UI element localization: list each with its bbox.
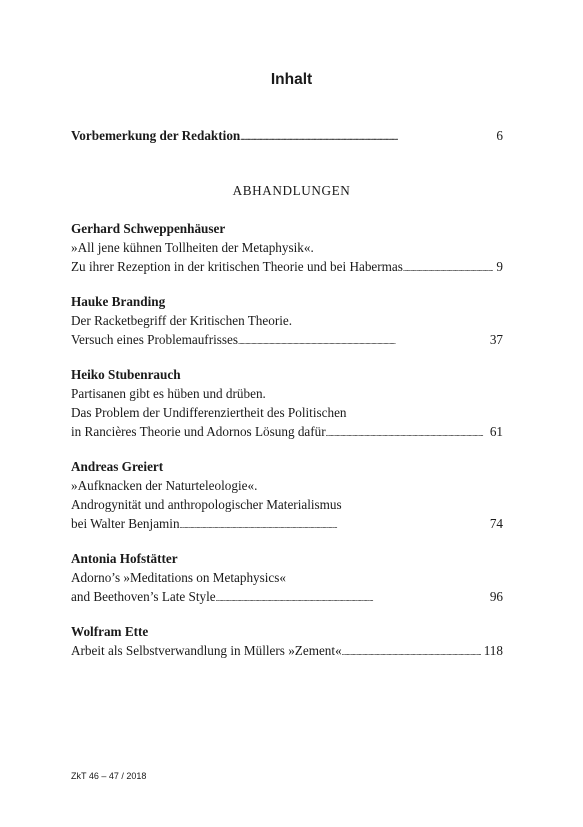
entry-page: 96: [489, 589, 503, 604]
leader-dots: [403, 257, 494, 277]
entry-page: 9: [496, 259, 503, 274]
entry-page: 74: [489, 516, 503, 531]
entry-author: Heiko Stubenrauch: [71, 367, 181, 382]
entry-title-last-line: bei Walter Benjamin: [71, 516, 180, 531]
entry-author: Hauke Branding: [71, 294, 166, 309]
entry-author: Antonia Hofstätter: [71, 551, 178, 566]
toc-entry[interactable]: [71, 641, 503, 661]
entry-page: 37: [489, 332, 503, 347]
entry-author: Andreas Greiert: [71, 459, 164, 474]
preface-page: 6: [496, 128, 503, 143]
entry-title-line: Androgynität und anthropologischer Materialismus: [71, 497, 342, 512]
section-heading: ABHANDLUNGEN: [232, 183, 351, 198]
toc-entry[interactable]: [71, 257, 503, 277]
entry-title-line: Der Racketbegriff der Kritischen Theorie.: [71, 313, 293, 328]
entry-page: 118: [483, 643, 503, 658]
toc-entry[interactable]: [71, 514, 503, 534]
toc-entry[interactable]: [71, 422, 503, 442]
entry-title-last-line: Versuch eines Problemaufrisses: [71, 332, 238, 347]
entry-title-last-line: Arbeit als Selbstverwandlung in Müllers »Zement«: [71, 643, 342, 658]
toc-entry[interactable]: [71, 330, 503, 350]
leader-dots: [342, 641, 481, 661]
preface-entry[interactable]: [71, 126, 503, 146]
entry-author: Wolfram Ette: [71, 624, 149, 639]
leader-dots: [216, 587, 487, 607]
entry-title-line: »All jene kühnen Tollheiten der Metaphysik«.: [71, 240, 314, 255]
leader-dots: [238, 330, 487, 350]
preface-label: Vorbemerkung der Redaktion: [71, 128, 241, 143]
entry-page: 61: [489, 424, 503, 439]
entry-author: Gerhard Schweppenhäuser: [71, 221, 226, 236]
leader-dots: [326, 422, 487, 442]
toc-entry[interactable]: [71, 587, 503, 607]
entry-title-last-line: and Beethoven’s Late Style: [71, 589, 216, 604]
entry-title-line: Partisanen gibt es hüben und drüben.: [71, 386, 266, 401]
leader-dots: [180, 514, 487, 534]
entry-title-last-line: Zu ihrer Rezeption in der kritischen Theorie und bei Habermas: [71, 259, 403, 274]
footer-journal-issue: ZkT 46 – 47 / 2018: [71, 771, 147, 781]
entry-title-last-line: in Rancières Theorie und Adornos Lösung dafür: [71, 424, 326, 439]
entry-title-line: Adorno’s »Meditations on Metaphysics«: [71, 570, 287, 585]
leader-dots: [240, 126, 493, 146]
entry-title-line: »Aufknacken der Naturteleologie«.: [71, 478, 258, 493]
entry-title-line: Das Problem der Undifferenziertheit des Politischen: [71, 405, 347, 420]
page-title: Inhalt: [270, 71, 313, 88]
